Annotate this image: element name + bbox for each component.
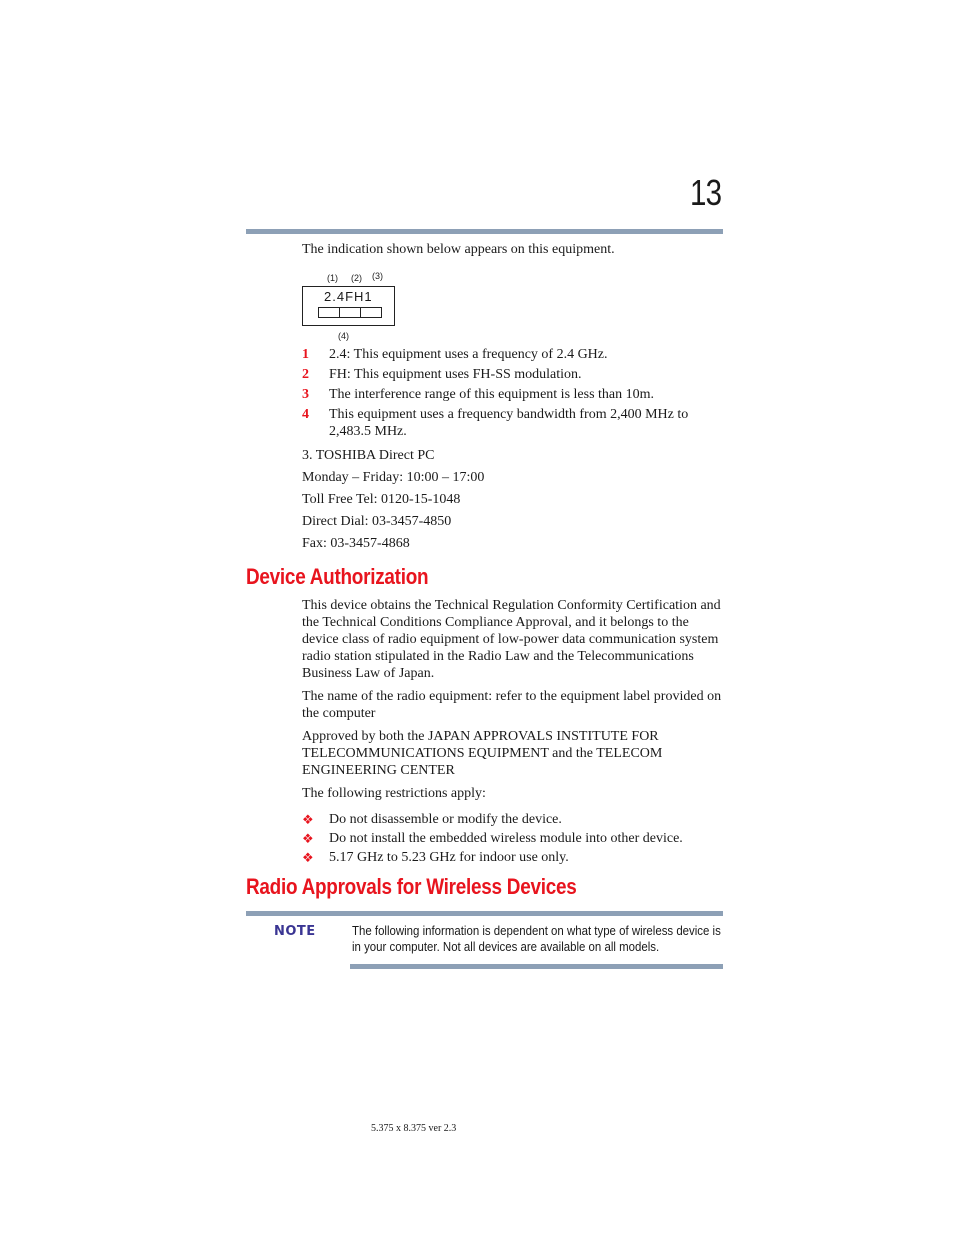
list-number: 4 [302,407,309,422]
heading-radio-approvals: Radio Approvals for Wireless Devices [246,874,577,899]
bullet-icon: ❖ [302,850,314,865]
device-authorization-body [302,597,723,808]
note-rule-top [246,911,723,916]
list-item [302,811,723,828]
header-rule [246,229,723,234]
list-item [302,830,723,847]
list-text: Do not install the embedded wireless module into other device. [329,831,683,846]
paragraph: The following restrictions apply: [302,786,486,801]
list-number: 3 [302,387,309,402]
page-number: 13 [690,172,722,213]
paragraph: Approved by both the JAPAN APPROVALS INSTITUTE FOR TELECOMMUNICATIONS EQUIPMENT and the TELECOM ENGINEERING CENTER [302,729,663,778]
callout-2: (2) [351,273,362,283]
list-text: FH: This equipment uses FH-SS modulation. [329,367,582,382]
contact-fax: Fax: 03-3457-4868 [302,536,410,551]
list-item [302,849,723,866]
list-text: This equipment uses a frequency bandwidth from 2,400 MHz to 2,483.5 MHz. [329,407,689,439]
note-rule-bottom [350,964,723,969]
list-number: 2 [302,367,309,382]
list-text: 2.4: This equipment uses a frequency of 2.4 GHz. [329,347,608,362]
callout-1: (1) [327,273,338,283]
footer-version: 5.375 x 8.375 ver 2.3 [371,1123,457,1134]
list-item [302,366,722,383]
heading-device-authorization: Device Authorization [246,564,429,589]
bullet-icon: ❖ [302,812,314,827]
list-number: 1 [302,347,309,362]
label-code: 2.4FH1 [324,289,373,304]
list-text: The interference range of this equipment is less than 10m. [329,387,655,402]
paragraph: This device obtains the Technical Regulation Conformity Certification and the Technical Conditions Compliance Approval, and it belongs to the device class of radio equipment of low-power data communication system radio station stipulated in the Radio Law and the Telecommunications Business Law of Japan. [302,598,721,681]
note-text: The following information is dependent on what type of wireless device is in your computer. Not all devices are available on all models. [352,923,721,954]
list-item [302,346,722,363]
contact-toll-free: Toll Free Tel: 0120-15-1048 [302,492,461,507]
contact-hours: Monday – Friday: 10:00 – 17:00 [302,470,485,485]
contact-info [302,447,484,557]
numbered-list [302,346,722,443]
list-text: 5.17 GHz to 5.23 GHz for indoor use only. [329,850,569,865]
restrictions-list [302,811,723,868]
list-item [302,406,722,440]
intro-text: The indication shown below appears on this equipment. [302,242,615,257]
contact-name: 3. TOSHIBA Direct PC [302,448,435,463]
list-text: Do not disassemble or modify the device. [329,812,562,827]
list-item [302,386,722,403]
contact-direct-dial: Direct Dial: 03-3457-4850 [302,514,452,529]
bullet-icon: ❖ [302,831,314,846]
bandwidth-strip [318,307,382,318]
paragraph: The name of the radio equipment: refer to the equipment label provided on the computer [302,689,722,721]
equipment-label-diagram [302,270,412,345]
callout-4: (4) [338,331,349,341]
note-label: NOTE [274,924,316,939]
callout-3: (3) [372,271,383,281]
